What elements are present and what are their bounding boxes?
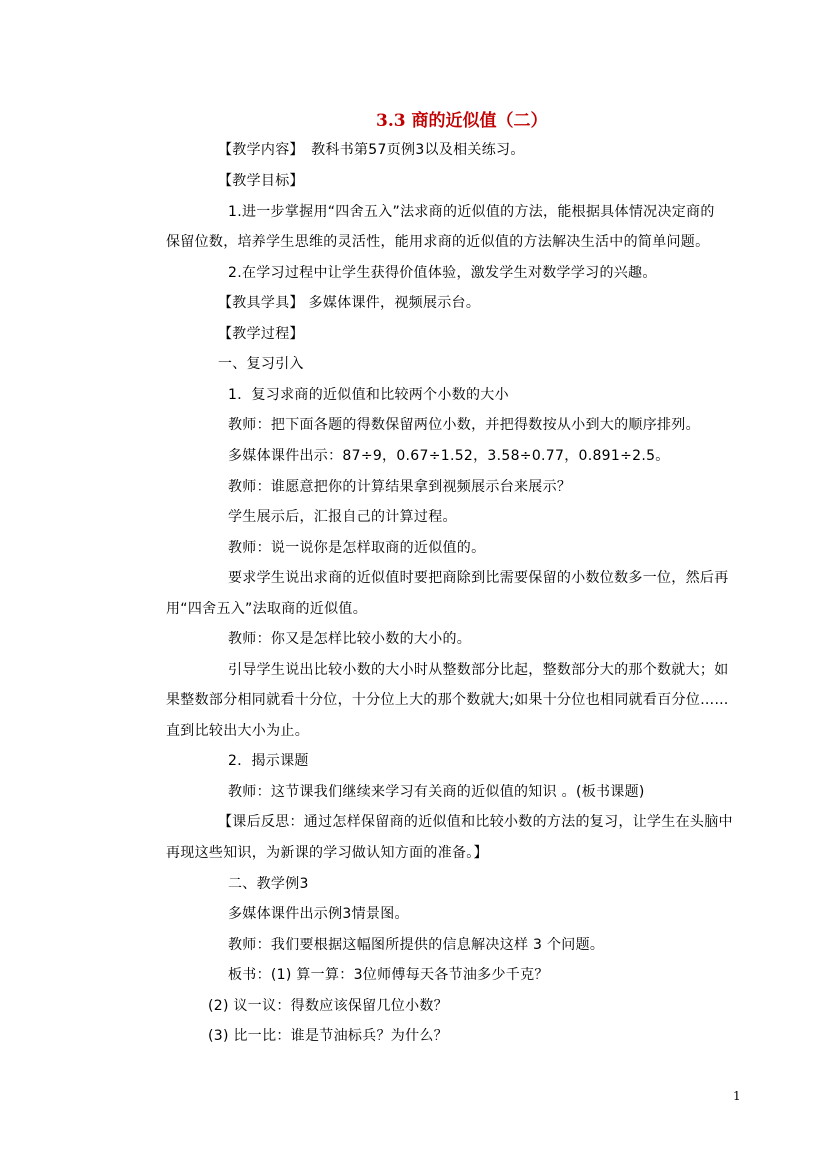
teaching-process-heading: 【教学过程】 xyxy=(218,326,304,342)
teacher-line-1: 教师：把下面各题的得数保留两位小数，并把得数按从小到大的顺序排列。 xyxy=(228,417,700,433)
requirement-line-2: 用“四舍五入”法取商的近似值。 xyxy=(166,601,368,617)
guide-line-2: 果整数部分相同就看十分位，十分位上大的那个数就大;如果十分位也相同就看百分位…… xyxy=(166,692,729,708)
page-title: 3.3 商的近似值（二） xyxy=(376,111,548,131)
guide-line-1: 引导学生说出比较小数的大小时从整数部分比起，整数部分大的那个数就大；如 xyxy=(228,662,729,678)
board-line-1: 板书：(1) 算一算：3位师傅每天各节油多少千克？ xyxy=(228,967,549,983)
section-1-heading: 一、复习引入 xyxy=(218,356,304,372)
requirement-line-1: 要求学生说出求商的近似值时要把商除到比需要保留的小数位数多一位，然后再 xyxy=(228,570,729,586)
guide-line-3: 直到比较出大小为止。 xyxy=(166,723,309,739)
board-line-3: (3) 比一比：谁是节油标兵？为什么？ xyxy=(208,1028,448,1044)
page-number: 1 xyxy=(733,1089,741,1103)
goal-1-line-1: 1.进一步掌握用“四舍五入”法求商的近似值的方法，能根据具体情况决定商的 xyxy=(228,204,715,220)
teacher-line-4: 教师：你又是怎样比较小数的大小的。 xyxy=(228,631,472,647)
multimedia-line-1: 多媒体课件出示：87÷9，0.67÷1.52，3.58÷0.77，0.891÷2.5。 xyxy=(228,448,670,464)
goal-2-line: 2.在学习过程中让学生获得价值体验，激发学生对数学学习的兴趣。 xyxy=(228,265,657,281)
teacher-line-6: 教师：我们要根据这幅图所提供的信息解决这样 3 个问题。 xyxy=(228,937,605,953)
review-item-1: 1．复习求商的近似值和比较两个小数的大小 xyxy=(228,387,509,403)
reflection-line-2: 再现这些知识，为新课的学习做认知方面的准备。】 xyxy=(166,845,488,861)
teacher-line-3: 教师：说一说你是怎样取商的近似值的。 xyxy=(228,540,486,556)
multimedia-line-2: 多媒体课件出示例3情景图。 xyxy=(228,906,409,922)
goal-1-line-2: 保留位数，培养学生思维的灵活性，能用求商的近似值的方法解决生活中的简单问题。 xyxy=(166,234,710,250)
student-line-1: 学生展示后，汇报自己的计算过程。 xyxy=(228,509,457,525)
teacher-line-5: 教师：这节课我们继续来学习有关商的近似值的知识 。(板书课题) xyxy=(228,784,645,800)
review-item-2: 2．揭示课题 xyxy=(228,753,309,769)
section-2-heading: 二、教学例3 xyxy=(228,876,309,892)
board-line-2: (2) 议一议：得数应该保留几位小数？ xyxy=(208,998,448,1014)
teacher-line-2: 教师：谁愿意把你的计算结果拿到视频展示台来展示？ xyxy=(228,479,572,495)
reflection-line-1: 【课后反思：通过怎样保留商的近似值和比较小数的方法的复习，让学生在头脑中 xyxy=(218,814,733,830)
teaching-content-line: 【教学内容】 教科书第57页例3以及相关练习。 xyxy=(218,142,525,158)
teaching-goals-heading: 【教学目标】 xyxy=(218,173,304,189)
teaching-aids-line: 【教具学具】 多媒体课件，视频展示台。 xyxy=(218,295,481,311)
